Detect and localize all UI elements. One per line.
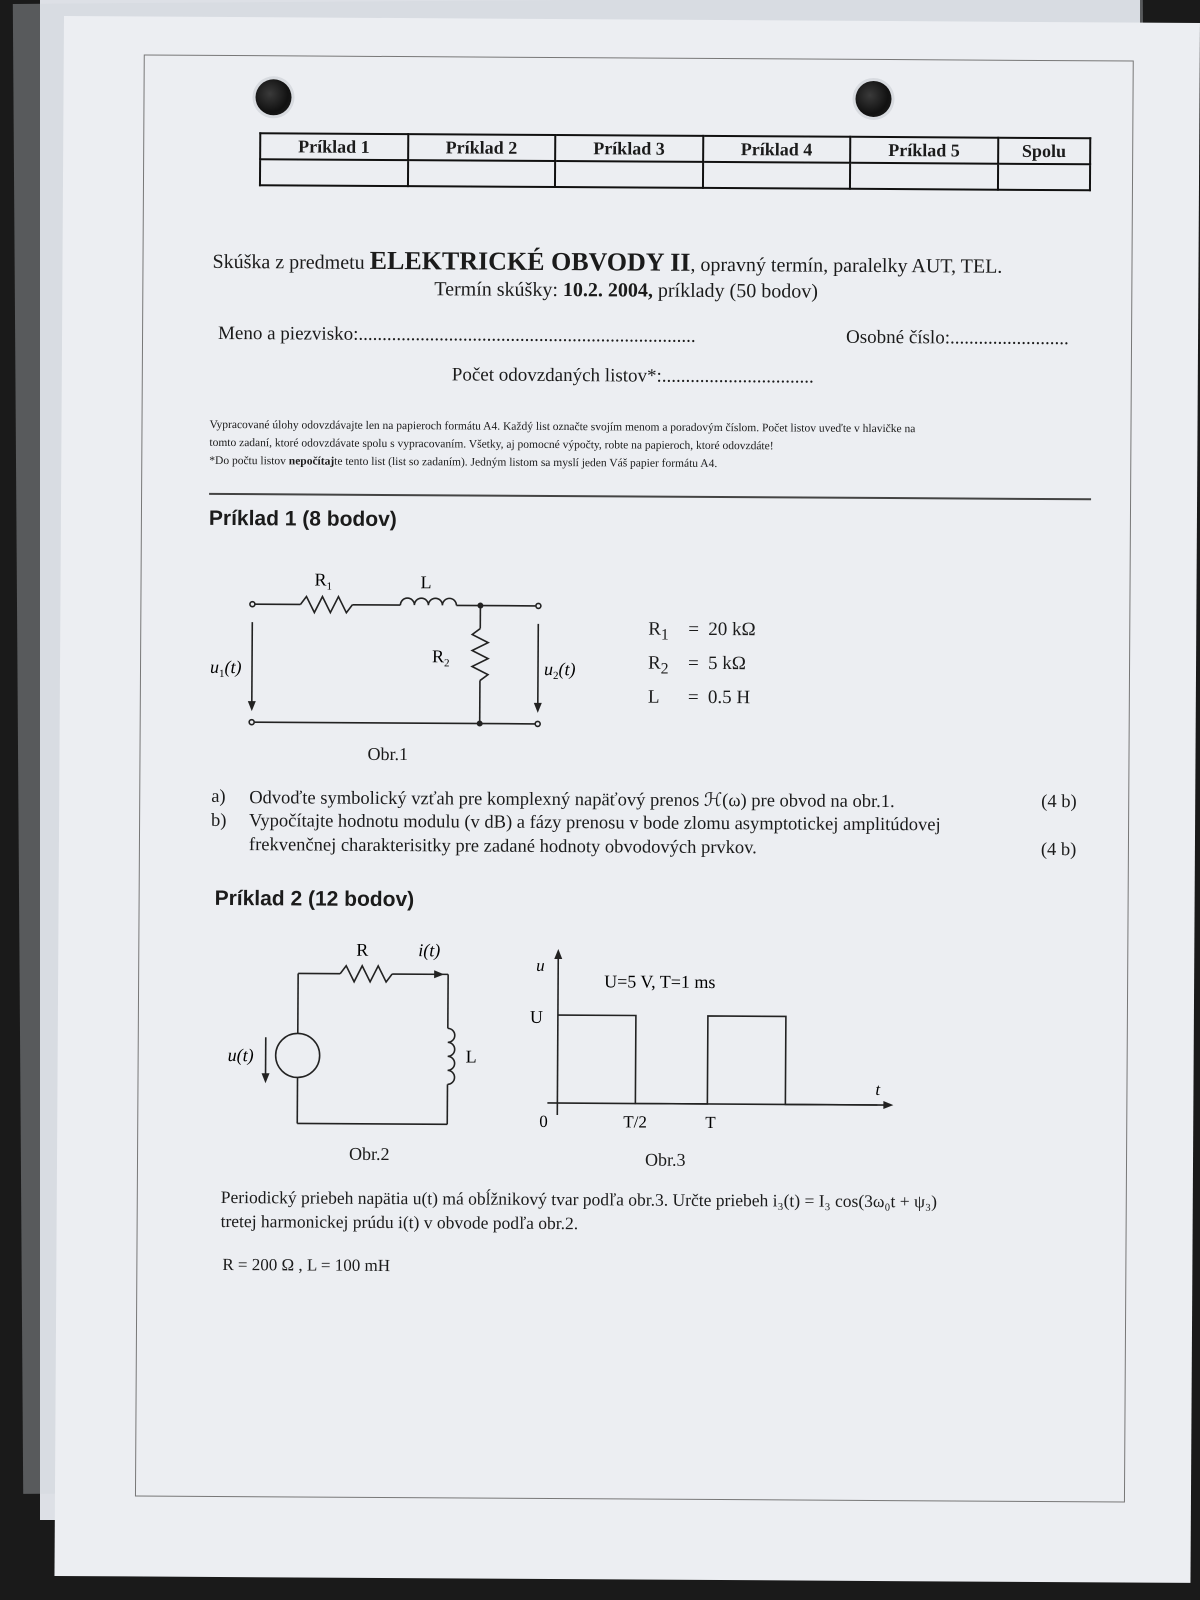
task-b-text-line-2: frekvenčnej charakterisitky pre zadané hodnoty obvodových prvkov.	[248, 835, 757, 859]
score-table-value-row	[260, 159, 1090, 190]
tick-label-period: T	[705, 1112, 716, 1133]
punch-hole-right	[855, 81, 891, 117]
punch-hole-left	[255, 79, 291, 115]
axis-label-t: t	[875, 1079, 881, 1100]
label-u: u(t)	[227, 1045, 254, 1066]
score-header-priklad-1: Príklad 1	[260, 133, 408, 160]
task-a-points: (4 b)	[1041, 791, 1077, 813]
value-row: L = 0.5 H	[647, 686, 751, 708]
label-i: i(t)	[418, 940, 441, 961]
resistor-r2	[472, 629, 488, 681]
term-suffix: príklady (50 bodov)	[652, 279, 818, 303]
exam-title	[212, 245, 1002, 280]
score-cell-4[interactable]	[703, 162, 851, 189]
problem-2-text-line-2: tretej harmonickej prúdu i(t) v obvode podľa obr.2.	[220, 1210, 579, 1234]
title-prefix: Skúška z predmetu	[212, 250, 370, 274]
course-name: ELEKTRICKÉ OBVODY II	[369, 245, 691, 277]
figure-caption-obr1: Obr.1	[367, 743, 409, 765]
graph-parameters: U=5 V, T=1 ms	[604, 971, 716, 992]
name-field[interactable]: Meno a piezvisko:.......................................................................	[217, 322, 696, 347]
voltage-source	[276, 1033, 320, 1077]
value-row: $R_1 = 20$ kΩ	[648, 618, 756, 644]
label-r2: $R_2$	[432, 646, 450, 670]
waveform	[557, 1015, 878, 1105]
score-header-priklad-5: Príklad 5	[850, 137, 998, 164]
exam-sheet	[54, 16, 1200, 1583]
term-date: 10.2. 2004,	[562, 279, 653, 302]
axis-label-u: u	[536, 955, 545, 975]
inductor-l	[400, 598, 456, 605]
sheet-count-field[interactable]: Počet odovzdaných listov*:................................	[451, 364, 814, 388]
score-cell-2[interactable]	[407, 160, 555, 187]
figure-caption-obr3: Obr.3	[644, 1149, 686, 1170]
figure-caption-obr2: Obr.2	[348, 1143, 390, 1165]
problem-1-heading: Príklad 1 (8 bodov)	[208, 506, 397, 532]
task-a-text: Odvoďte symbolický vzťah pre komplexný napäťový prenos ℋ(ω) pre obvod na obr.1.	[249, 788, 895, 813]
instructions-line-2: tomto zadaní, ktoré odovzdávate spolu s vypracovaním. Všetky, aj pomocné výpočty, robte na papieroch, ktoré odovzdáte!	[209, 436, 774, 453]
problem-2-values: R = 200 Ω , L = 100 mH	[222, 1254, 391, 1276]
instructions-line-1: Vypracované úlohy odovzdávajte len na papieroch formátu A4. Každý list označte svojím menom a poradovým číslom. Počet listov uveďte v hlavičke na	[209, 418, 916, 436]
score-header-priklad-2: Príklad 2	[408, 134, 556, 161]
label-l: L	[420, 572, 432, 593]
score-header-priklad-3: Príklad 3	[555, 135, 703, 162]
instructions-note-bold: nepočítaj	[288, 455, 335, 468]
task-b-text-line-1: Vypočítajte hodnotu modulu (v dB) a fázy prenosu v bode zlomu asymptotickej amplitúdovej	[249, 811, 941, 836]
task-a-label: a)	[211, 786, 226, 808]
square-wave-graph-obr3	[527, 943, 908, 1145]
exam-term	[434, 278, 818, 303]
level-label-u: U	[529, 1006, 543, 1027]
label-u2: $u_2(t)$	[543, 658, 576, 683]
score-header-priklad-4: Príklad 4	[703, 136, 851, 163]
task-b-label: b)	[211, 810, 227, 832]
title-suffix: , opravný termín, paralelky AUT, TEL.	[690, 253, 1003, 278]
circuit-diagram-obr1	[200, 557, 576, 729]
label-l-2: L	[465, 1046, 477, 1067]
score-cell-total[interactable]	[998, 164, 1091, 191]
component-values-1	[648, 616, 756, 718]
circuit-diagram-obr2	[227, 933, 508, 1135]
instructions-note-c: te tento list (list so zadaním). Jedným listom sa myslí jeden Váš papier formátu A4.	[334, 455, 718, 470]
resistor-r1	[300, 596, 352, 612]
label-r1: $R_1$	[314, 569, 333, 593]
score-cell-5[interactable]	[850, 163, 998, 190]
score-header-spolu: Spolu	[998, 138, 1091, 165]
label-r: R	[356, 939, 369, 960]
value-row: $R_2 = 5$ kΩ	[647, 652, 746, 678]
tick-label-half-period: T/2	[623, 1112, 647, 1132]
student-id-field[interactable]: Osobné číslo:.........................	[845, 326, 1069, 350]
label-u1: $u_1(t)$	[209, 656, 242, 680]
term-label: Termín skúšky:	[434, 278, 563, 302]
problem-2-heading: Príklad 2 (12 bodov)	[214, 886, 415, 912]
inductor-l-2	[447, 1028, 454, 1084]
score-table	[259, 132, 1091, 191]
problem-2-text-line-1: Periodický priebeh napätia u(t) má obĺžnikový tvar podľa obr.3. Určte priebeh i₃(t) = I₃ cos(3ω₀t + ψ₃)	[220, 1186, 938, 1212]
score-cell-3[interactable]	[555, 161, 703, 188]
origin-label: 0	[539, 1111, 548, 1131]
task-b-points: (4 b)	[1040, 839, 1077, 861]
score-cell-1[interactable]	[260, 159, 408, 186]
instructions-note-a: *Do počtu listov	[209, 454, 289, 468]
resistor-r	[340, 966, 392, 982]
